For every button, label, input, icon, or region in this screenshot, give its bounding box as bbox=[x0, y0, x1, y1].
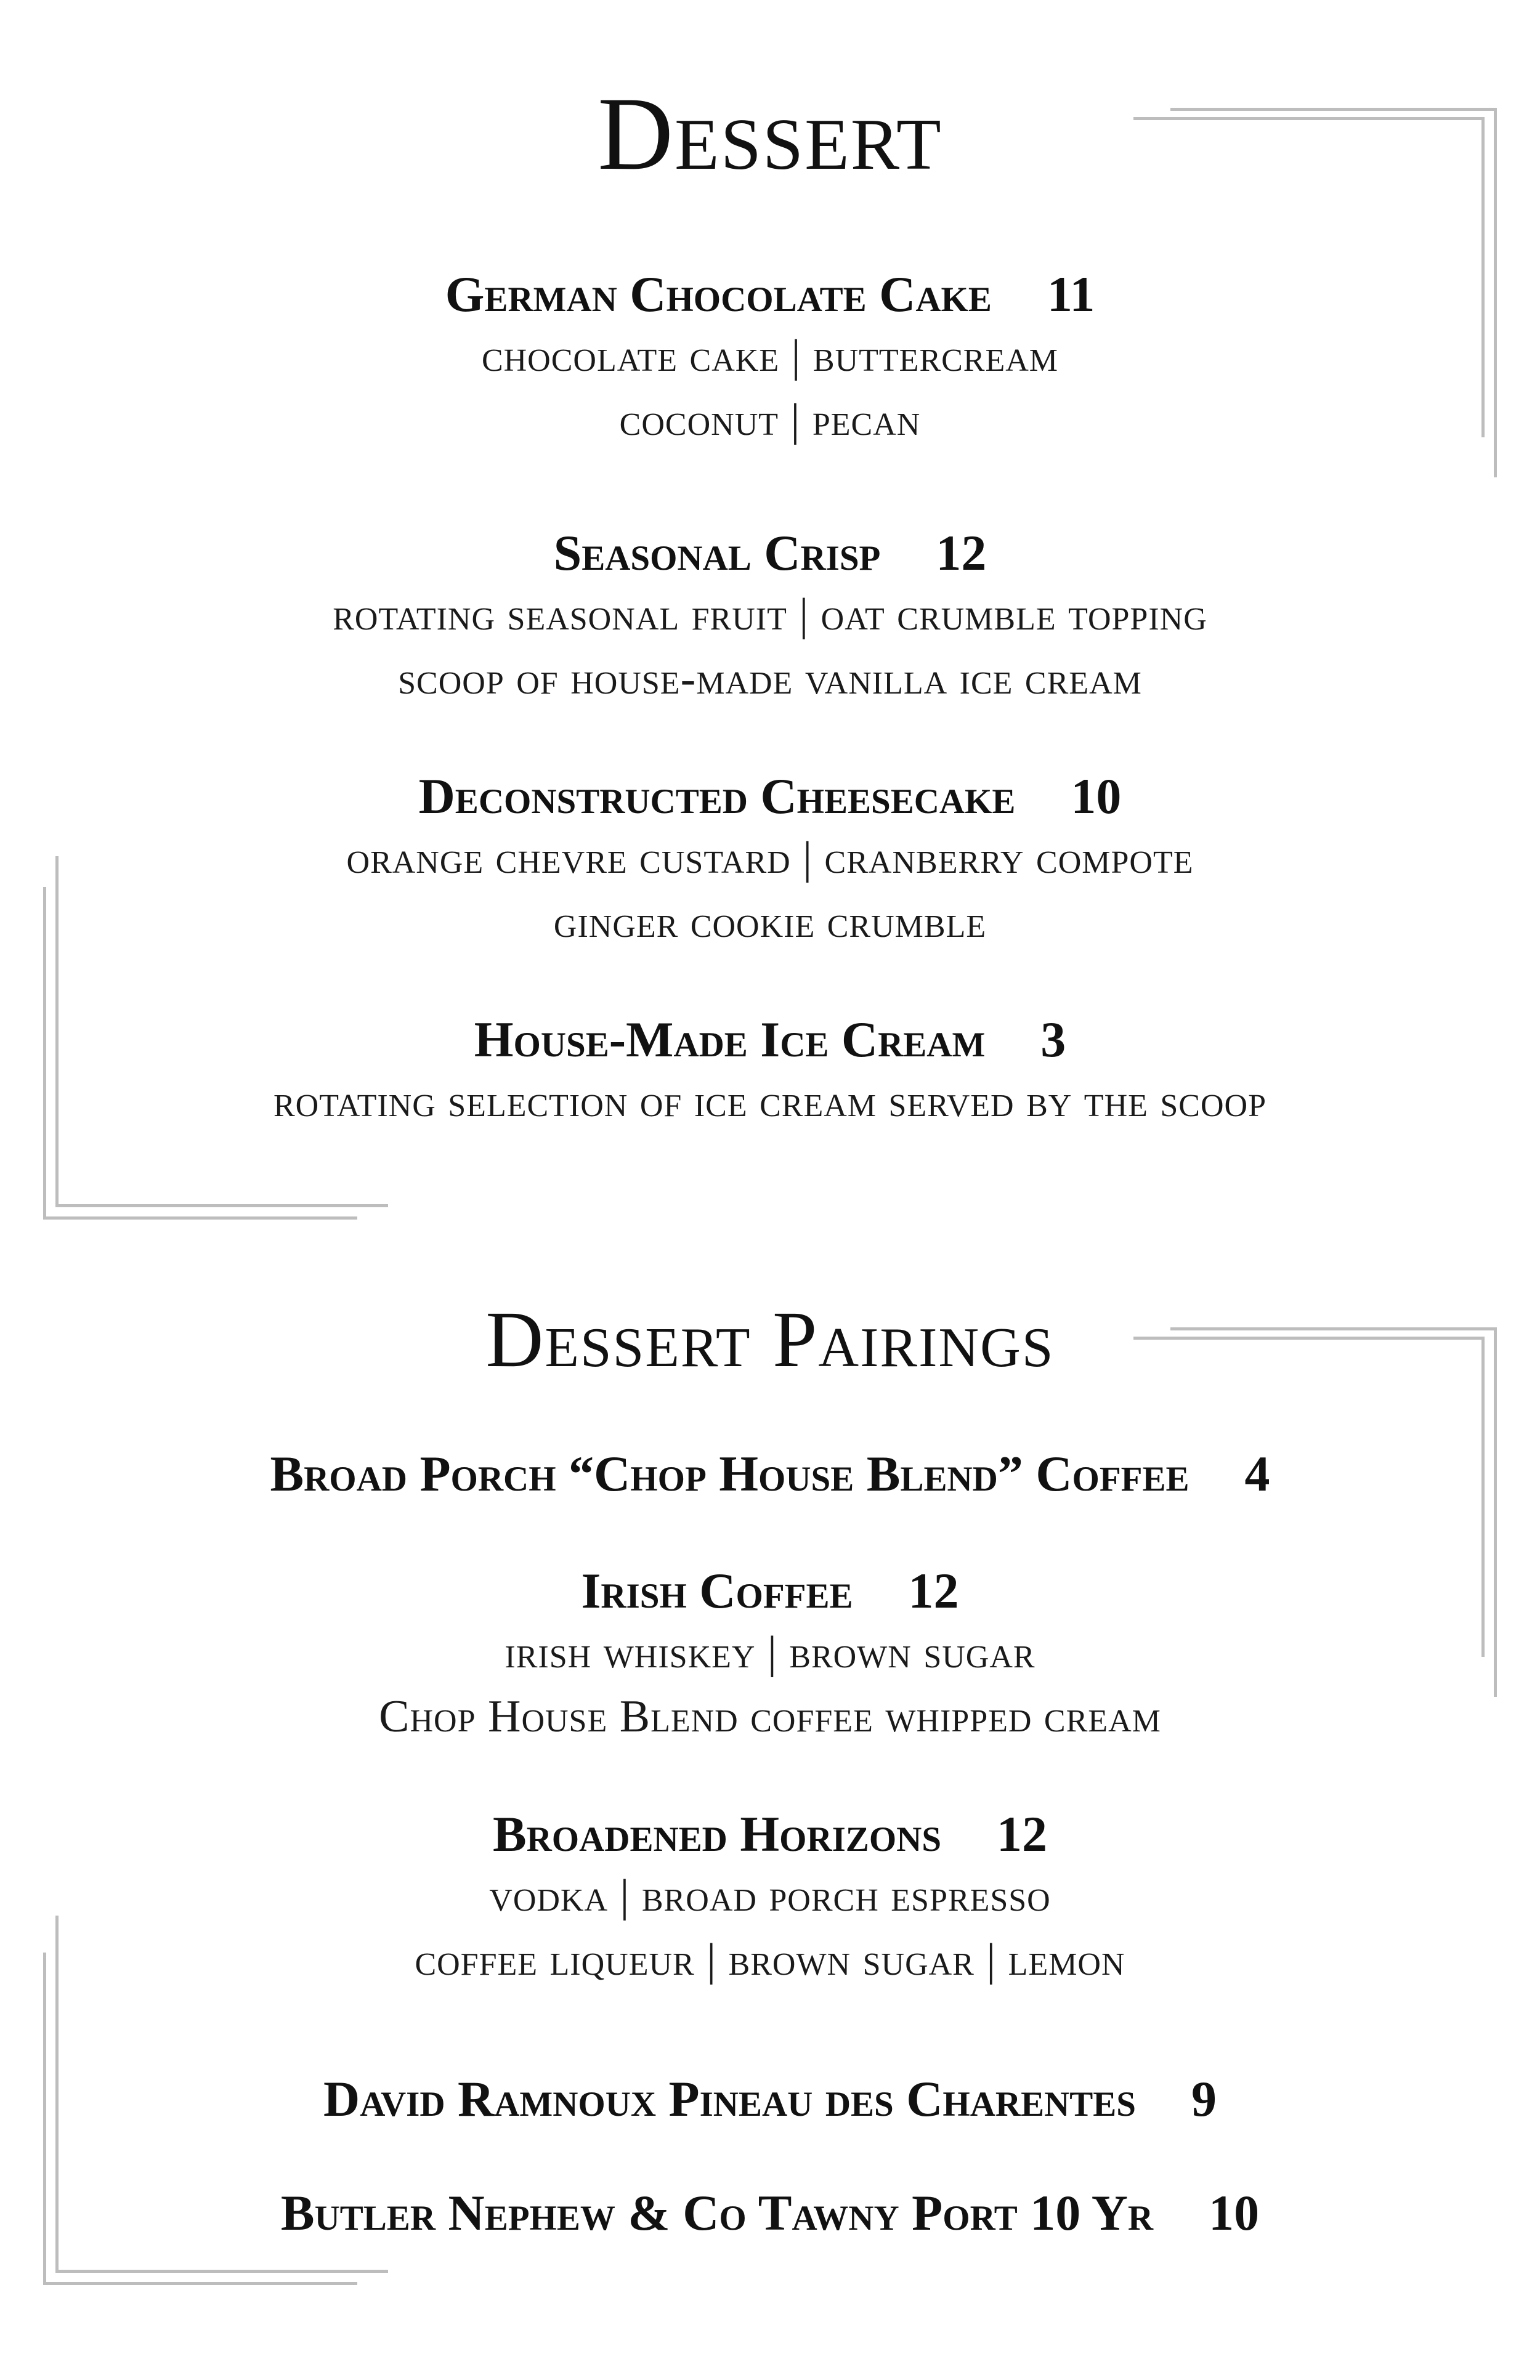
item-name: German Chocolate Cake bbox=[445, 266, 992, 322]
item-heading bbox=[0, 2070, 1540, 2129]
item-price: 12 bbox=[908, 1563, 959, 1619]
item-description: rotating selection of ice cream served by the scoop bbox=[273, 1076, 1267, 1127]
item-name: Irish Coffee bbox=[581, 1563, 853, 1619]
item-name: Butler Nephew & Co Tawny Port 10 Yr bbox=[280, 2185, 1154, 2241]
dessert-section-title: Dessert bbox=[598, 76, 942, 192]
item-description: coffee liqueur | brown sugar | lemon bbox=[415, 1935, 1125, 1985]
item-heading bbox=[0, 524, 1540, 583]
item-description: irish whiskey | brown sugar bbox=[505, 1627, 1035, 1678]
menu-item-broadened-horizons bbox=[0, 1805, 1540, 1992]
menu-item-tawny-port bbox=[0, 2184, 1540, 2243]
menu-item-deconstructed-cheesecake bbox=[0, 767, 1540, 954]
menu-item-chop-house-blend-coffee bbox=[0, 1444, 1540, 1504]
item-heading bbox=[0, 1444, 1540, 1504]
item-price: 9 bbox=[1191, 2071, 1217, 2127]
item-name: Broad Porch “Chop House Blend” Coffee bbox=[270, 1446, 1189, 1502]
item-description: scoop of house-made vanilla ice cream bbox=[398, 654, 1142, 704]
menu-item-german-chocolate-cake bbox=[0, 265, 1540, 452]
item-heading bbox=[0, 2184, 1540, 2243]
item-name: House-Made Ice Cream bbox=[474, 1011, 986, 1067]
item-price: 4 bbox=[1244, 1446, 1270, 1502]
item-heading bbox=[0, 265, 1540, 324]
item-description: chocolate cake | buttercream bbox=[481, 331, 1059, 381]
item-heading bbox=[0, 1561, 1540, 1621]
item-price: 11 bbox=[1047, 266, 1095, 322]
item-name: Seasonal Crisp bbox=[553, 525, 881, 581]
menu-item-seasonal-crisp bbox=[0, 524, 1540, 711]
item-heading bbox=[0, 767, 1540, 826]
item-heading bbox=[0, 1010, 1540, 1069]
menu-item-irish-coffee bbox=[0, 1561, 1540, 1749]
item-name: Deconstructed Cheesecake bbox=[418, 768, 1016, 824]
item-heading bbox=[0, 1805, 1540, 1864]
item-price: 10 bbox=[1209, 2185, 1260, 2241]
item-description: vodka | broad porch espresso bbox=[489, 1871, 1051, 1921]
item-price: 3 bbox=[1040, 1011, 1066, 1067]
item-description: Chop House Blend coffee whipped cream bbox=[379, 1691, 1161, 1742]
item-name: Broadened Horizons bbox=[492, 1806, 942, 1862]
item-price: 10 bbox=[1071, 768, 1122, 824]
menu-item-house-made-ice-cream bbox=[0, 1010, 1540, 1133]
item-description: orange chevre custard | cranberry compote bbox=[346, 833, 1194, 883]
pairings-section-title: Dessert Pairings bbox=[485, 1295, 1055, 1384]
item-description: rotating seasonal fruit | oat crumble topping bbox=[333, 589, 1207, 640]
item-price: 12 bbox=[997, 1806, 1048, 1862]
item-description: coconut | pecan bbox=[619, 395, 921, 445]
menu-item-pineau-des-charentes bbox=[0, 2070, 1540, 2129]
item-name: David Ramnoux Pineau des Charentes bbox=[323, 2071, 1136, 2127]
item-description: ginger cookie crumble bbox=[553, 897, 987, 947]
item-price: 12 bbox=[936, 525, 987, 581]
